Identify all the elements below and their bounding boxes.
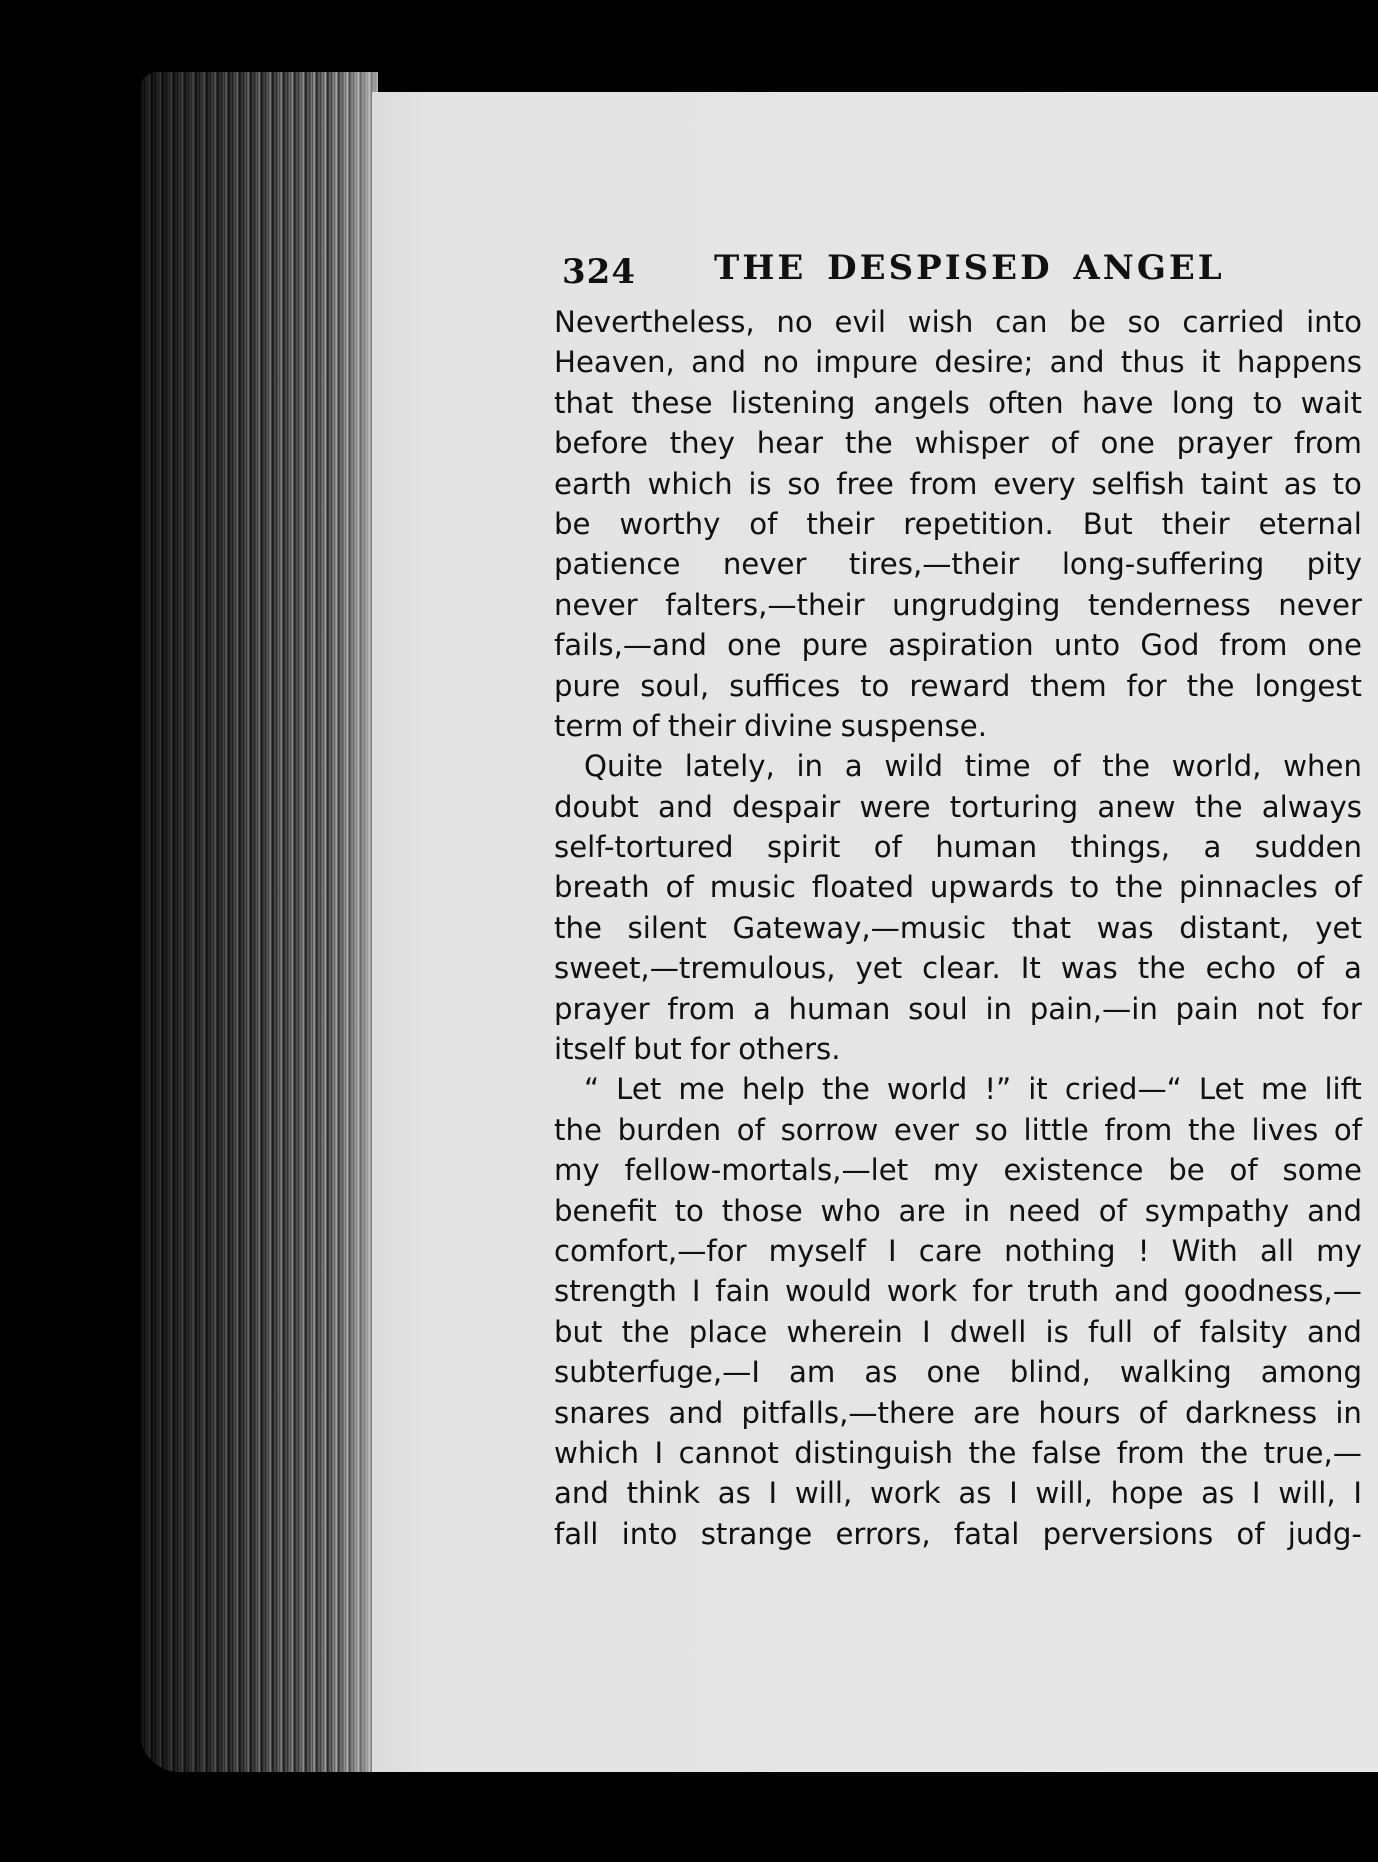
text-line: before they hear the whisper of one prayer from: [554, 426, 1362, 461]
text-line: breath of music floated upwards to the pinnacles of: [554, 870, 1362, 905]
text-line: the burden of sorrow ever so little from the lives of: [554, 1112, 1362, 1147]
text-line: strength I fain would work for truth and goodness,—: [554, 1274, 1362, 1309]
running-title: THE DESPISED ANGEL: [714, 248, 1225, 288]
page-surface: [372, 92, 1378, 1772]
text-line: snares and pitfalls,—there are hours of darkness in: [554, 1395, 1362, 1430]
text-line: “ Let me help the world !” it cried—“ Let me lift: [584, 1072, 1362, 1107]
text-line: itself but for others.: [554, 1032, 841, 1067]
running-head: [562, 240, 1378, 300]
page-number: 324: [562, 252, 636, 292]
text-line: prayer from a human soul in pain,—in pain not for: [554, 991, 1362, 1026]
text-line: term of their divine suspense.: [554, 708, 987, 743]
text-line: Heaven, and no impure desire; and thus it happens: [554, 345, 1362, 380]
text-line: fall into strange errors, fatal perversions of judg-: [554, 1516, 1362, 1551]
text-line: but the place wherein I dwell is full of falsity and: [554, 1314, 1362, 1349]
text-line: comfort,—for myself I care nothing ! With all my: [554, 1233, 1362, 1268]
text-line: my fellow-mortals,—let my existence be of some: [554, 1153, 1362, 1188]
text-line: Nevertheless, no evil wish can be so carried into: [554, 305, 1362, 339]
text-line: and think as I will, work as I will, hope as I will, I: [554, 1476, 1362, 1511]
text-line: patience never tires,—their long-suffering pity: [554, 547, 1362, 582]
text-line: doubt and despair were torturing anew the always: [554, 789, 1362, 824]
text-line: fails,—and one pure aspiration unto God from one: [554, 628, 1362, 663]
text-line: pure soul, suffices to reward them for the longest: [554, 668, 1362, 703]
text-line: earth which is so free from every selfish taint as to: [554, 466, 1362, 501]
text-line: which I cannot distinguish the false from the true,—: [554, 1435, 1362, 1470]
body-text: [554, 302, 1362, 1554]
text-line: Quite lately, in a wild time of the world, when: [584, 749, 1362, 784]
text-line: the silent Gateway,—music that was distant, yet: [554, 910, 1362, 945]
page-edge-stack: [140, 72, 378, 1772]
text-line: be worthy of their repetition. But their eternal: [554, 506, 1362, 541]
text-line: never falters,—their ungrudging tenderness never: [554, 587, 1362, 622]
text-line: self-tortured spirit of human things, a sudden: [554, 830, 1362, 865]
text-line: benefit to those who are in need of sympathy and: [554, 1193, 1362, 1228]
text-line: sweet,—tremulous, yet clear. It was the echo of a: [554, 951, 1362, 986]
text-line: subterfuge,—I am as one blind, walking among: [554, 1355, 1362, 1390]
text-line: that these listening angels often have long to wait: [554, 385, 1362, 420]
